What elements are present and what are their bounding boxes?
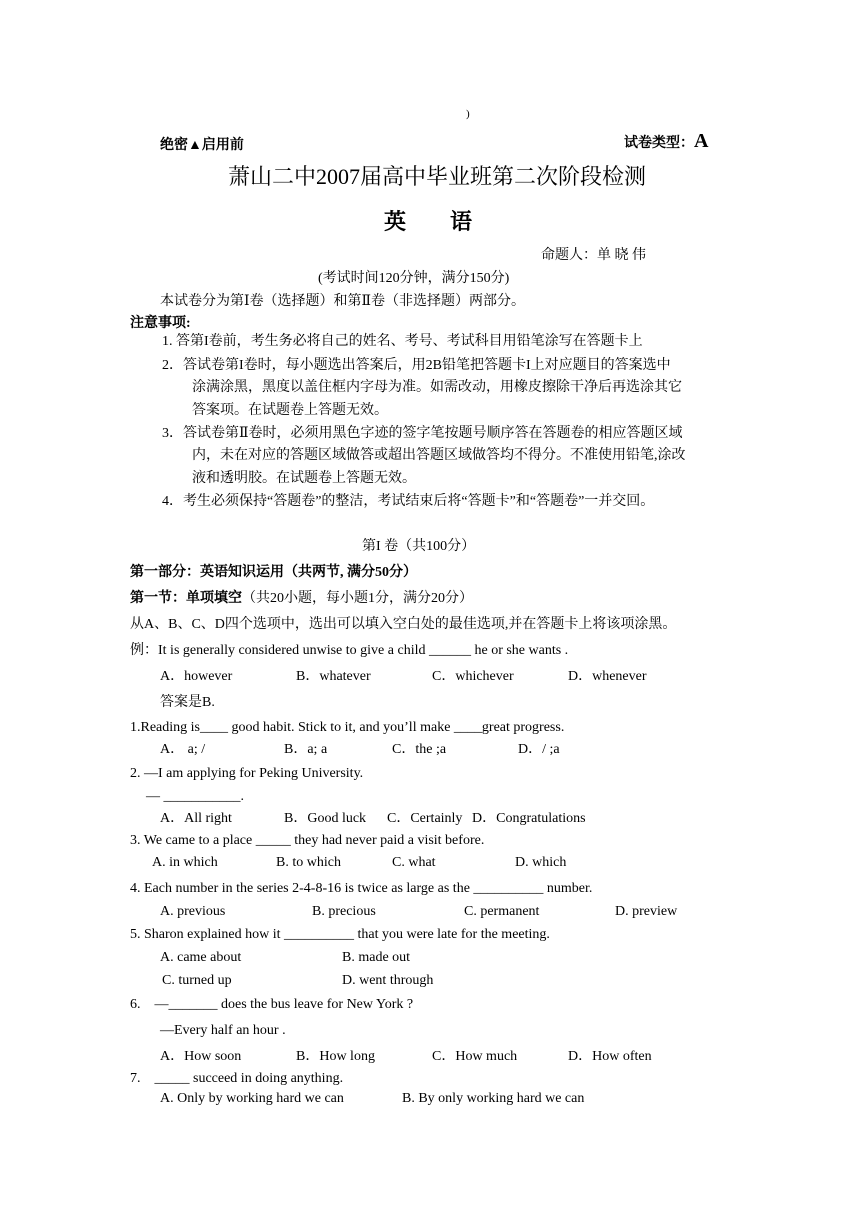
question-3-stem: 3. We came to a place _____ they had never paid a visit before. — [130, 833, 485, 848]
author-line: 命题人：单 晓 伟 — [541, 248, 646, 263]
question-4-stem: 4. Each number in the series 2-4-8-16 is twice as large as the __________ number. — [130, 881, 593, 896]
duration-line: (考试时间120分钟，满分150分) — [318, 271, 510, 286]
question-6-option-d: D．How often — [568, 1049, 652, 1064]
example-answer: 答案是B. — [160, 695, 215, 710]
question-6-option-b: B．How long — [296, 1049, 375, 1064]
question-4-option-b: B. precious — [312, 904, 376, 919]
question-6-option-a: A．How soon — [160, 1049, 242, 1064]
subject-title: 英 语 — [384, 209, 473, 234]
question-2-option-d: D．Congratulations — [472, 811, 586, 826]
question-3-option-c: C. what — [392, 855, 436, 870]
question-1-option-a: A． a; / — [160, 742, 206, 757]
question-2-option-a: A．All right — [160, 811, 232, 826]
example-option-b: B．whatever — [296, 669, 371, 684]
question-3-option-a: A. in which — [152, 855, 218, 870]
example-prompt: 例：It is generally considered unwise to give a child ______ he or she wants . — [130, 643, 569, 658]
question-5-option-b: B. made out — [342, 950, 411, 965]
question-7-option-b: B. By only working hard we can — [402, 1091, 585, 1106]
question-1-option-c: C．the ;a — [392, 742, 447, 757]
question-1-option-d: D．/ ;a — [518, 742, 560, 757]
question-5-option-d: D. went through — [342, 973, 434, 988]
top-mark: ) — [466, 108, 470, 120]
confidential-label: 绝密▲启用前 — [160, 138, 244, 153]
intro-line: 本试卷分为第Ⅰ卷（选择题）和第Ⅱ卷（非选择题）两部分。 — [160, 294, 526, 309]
question-5-option-a: A. came about — [160, 950, 242, 965]
section1-label: 第一部分：英语知识运用（共两节, 满分50分） — [130, 565, 417, 580]
note-line: 内，未在对应的答题区域做答或超出答题区域做答均不得分。不准使用铅笔,涂改 — [192, 448, 686, 463]
question-2-option-b: B．Good luck — [284, 811, 367, 826]
question-4-option-d: D. preview — [615, 904, 678, 919]
note-line: 3．答试卷第Ⅱ卷时，必须用黑色字迹的签字笔按题号顺序答在答题卷的相应答题区域 — [162, 426, 683, 441]
section1-sub-title: 第一节：单项填空 — [130, 591, 242, 606]
question-2-stem: 2. —I am applying for Peking University. — [130, 766, 364, 781]
example-option-c: C．whichever — [432, 669, 514, 684]
note-line: 涂满涂黑，黑度以盖住框内字母为准。如需改动，用橡皮擦除干净后再选涂其它 — [192, 380, 682, 395]
paper-type-value: A — [694, 130, 709, 152]
question-6-stem: 6. —_______ does the bus leave for New York ? — [130, 997, 414, 1012]
note-line: 答案项。在试题卷上答题无效。 — [192, 403, 388, 418]
note-line: 液和透明胶。在试题卷上答题无效。 — [192, 471, 416, 486]
question-7-option-a: A. Only by working hard we can — [160, 1091, 344, 1106]
note-line: 2．答试卷第I卷时，每小题选出答案后，用2B铅笔把答题卡I上对应题目的答案选中 — [162, 358, 671, 373]
question-1-stem: 1.Reading is____ good habit. Stick to it, and you’ll make ____great progress. — [130, 720, 565, 735]
paper-type-label: 试卷类型： — [624, 136, 694, 151]
question-6-option-c: C．How much — [432, 1049, 518, 1064]
question-7-stem: 7. _____ succeed in doing anything. — [130, 1071, 344, 1086]
example-option-a: A．however — [160, 669, 233, 684]
question-2-reply: — ___________. — [146, 789, 244, 804]
question-2-option-c: C．Certainly — [387, 811, 463, 826]
notes-title: 注意事项: — [130, 316, 191, 331]
exam-title: 萧山二中2007届高中毕业班第二次阶段检测 — [228, 164, 647, 189]
note-line: 4．考生必须保持“答题卷”的整洁，考试结束后将“答题卡”和“答题卷”一并交回。 — [162, 494, 655, 509]
question-5-option-c: C. turned up — [162, 973, 232, 988]
question-4-option-a: A. previous — [160, 904, 226, 919]
question-5-stem: 5. Sharon explained how it __________ that you were late for the meeting. — [130, 927, 550, 942]
instruction-line: 从A、B、C、D四个选项中，选出可以填入空白处的最佳选项,并在答题卡上将该项涂黑。 — [130, 617, 677, 632]
question-4-option-c: C. permanent — [464, 904, 540, 919]
section1-sub-detail: （共20小题，每小题1分，满分20分） — [242, 591, 473, 606]
example-option-d: D．whenever — [568, 669, 647, 684]
note-line: 1. 答第I卷前，考生务必将自己的姓名、考号、考试科目用铅笔涂写在答题卡上 — [162, 334, 643, 349]
question-6-reply: —Every half an hour . — [160, 1023, 286, 1038]
section1-sub — [130, 590, 473, 608]
question-3-option-d: D. which — [515, 855, 567, 870]
question-1-option-b: B．a; a — [284, 742, 328, 757]
part1-heading: 第I 卷（共100分） — [362, 539, 476, 554]
question-3-option-b: B. to which — [276, 855, 341, 870]
paper-type — [624, 130, 708, 153]
